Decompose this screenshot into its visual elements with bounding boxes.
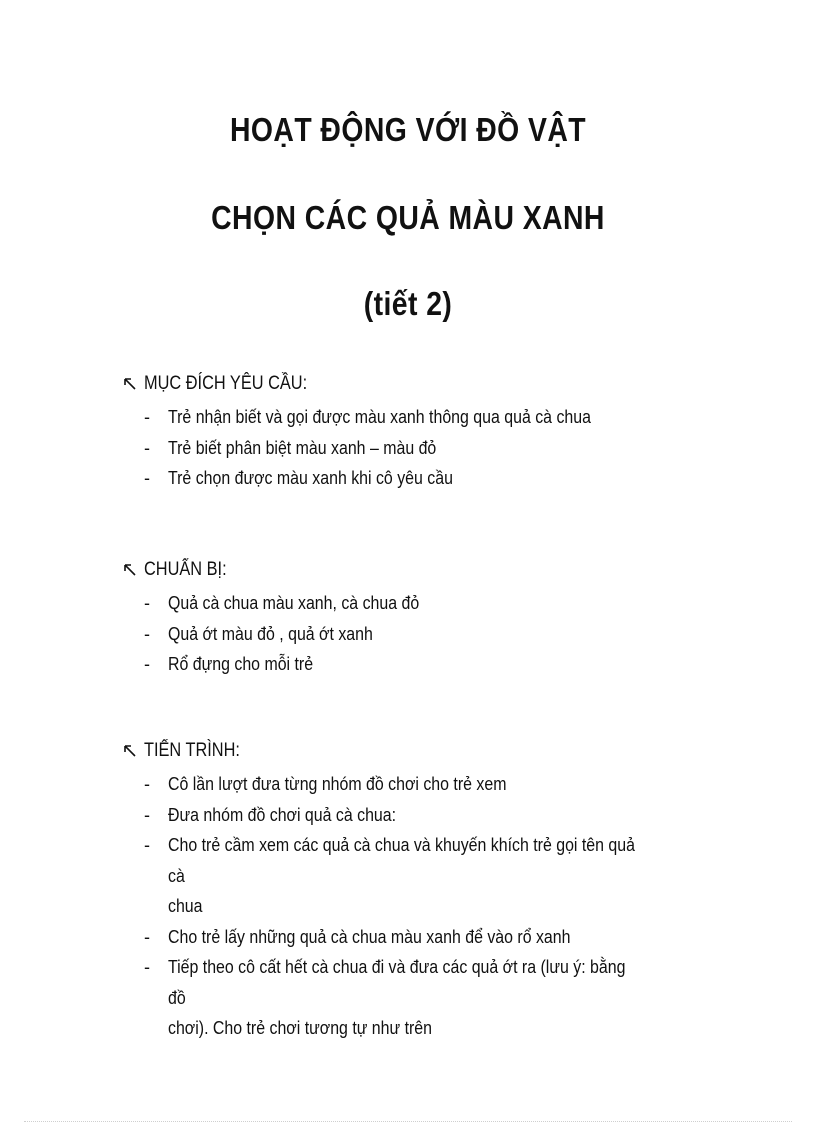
- item-text: Quả cà chua màu xanh, cà chua đỏ: [168, 592, 420, 613]
- title-lesson: (tiết 2): [363, 285, 453, 322]
- arrow-up-left-icon: [122, 743, 138, 759]
- item-text: Cô lần lượt đưa từng nhóm đồ chơi cho trẻ xem: [168, 773, 507, 794]
- item-text: Tiếp theo cô cất hết cà chua đi và đưa các quả ớt ra (lưu ý: bằng đồ chơi). Cho trẻ chơi tương tự như trên: [168, 956, 626, 1038]
- footer-divider: [24, 1121, 792, 1122]
- item-list: [122, 402, 722, 494]
- item-text: Trẻ biết phân biệt màu xanh – màu đỏ: [168, 436, 437, 458]
- section-title: TIẾN TRÌNH:: [144, 740, 240, 761]
- list-item: - Rổ đựng cho mỗi trẻ: [144, 649, 722, 680]
- section-purpose: [122, 370, 722, 494]
- list-item: - Cho trẻ lấy những quả cà chua màu xanh để vào rổ xanh: [144, 922, 722, 953]
- section-title: CHUẨN BỊ:: [144, 559, 227, 580]
- arrow-up-left-icon: [122, 562, 138, 578]
- list-item: - Cô lần lượt đưa từng nhóm đồ chơi cho trẻ xem: [144, 769, 722, 800]
- item-text: Rổ đựng cho mỗi trẻ: [168, 653, 314, 674]
- section-title: MỤC ĐÍCH YÊU CẦU:: [144, 373, 308, 394]
- arrow-up-left-icon: [122, 376, 138, 392]
- item-text: Cho trẻ cầm xem các quả cà chua và khuyến khích trẻ gọi tên quả cà chua: [168, 834, 635, 916]
- item-list: [122, 588, 722, 680]
- section-heading: [122, 370, 722, 398]
- item-text: Cho trẻ lấy những quả cà chua màu xanh để vào rổ xanh: [168, 925, 571, 947]
- list-item: - Trẻ nhận biết và gọi được màu xanh thông qua quả cà chua: [144, 402, 722, 433]
- list-item: - Trẻ chọn được màu xanh khi cô yêu cầu: [144, 463, 722, 494]
- title-sub: CHỌN CÁC QUẢ MÀU XANH: [211, 199, 605, 236]
- title-main: HOẠT ĐỘNG VỚI ĐỒ VẬT: [229, 111, 587, 148]
- list-item: - Cho trẻ cầm xem các quả cà chua và khuyến khích trẻ gọi tên quả cà chua: [144, 830, 722, 922]
- section-preparation: [122, 556, 722, 680]
- section-heading: [122, 556, 722, 584]
- section-heading: [122, 737, 722, 765]
- list-item: - Quả cà chua màu xanh, cà chua đỏ: [144, 588, 722, 619]
- item-text: Đưa nhóm đồ chơi quả cà chua:: [168, 803, 397, 825]
- item-list: [122, 769, 722, 1044]
- item-text: Trẻ chọn được màu xanh khi cô yêu cầu: [168, 467, 453, 488]
- list-item: - Quả ớt màu đỏ , quả ớt xanh: [144, 619, 722, 650]
- item-text: Trẻ nhận biết và gọi được màu xanh thông qua quả cà chua: [168, 406, 591, 427]
- section-procedure: [122, 737, 722, 1044]
- title-block: [0, 108, 816, 326]
- item-text: Quả ớt màu đỏ , quả ớt xanh: [168, 622, 373, 644]
- list-item: - Tiếp theo cô cất hết cà chua đi và đưa các quả ớt ra (lưu ý: bằng đồ chơi). Cho trẻ chơi tương tự như trên: [144, 952, 722, 1044]
- list-item: - Trẻ biết phân biệt màu xanh – màu đỏ: [144, 433, 722, 464]
- list-item: - Đưa nhóm đồ chơi quả cà chua:: [144, 800, 722, 831]
